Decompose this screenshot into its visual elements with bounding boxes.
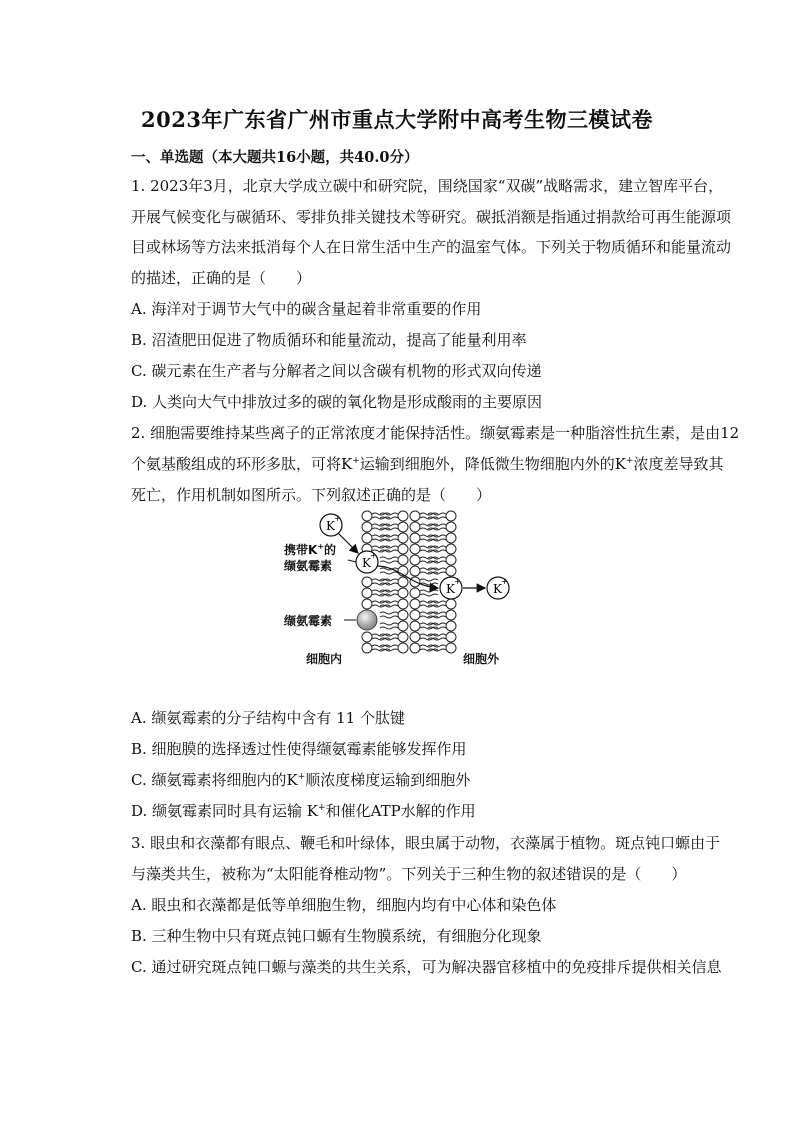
lipid-head — [398, 599, 408, 609]
svg-text:+: + — [334, 514, 341, 523]
q1-option-c: C. 碳元素在生产者与分解者之间以含碳有机物的形式双向传递 — [131, 362, 542, 380]
svg-text:缬氨霉素: 缬氨霉素 — [284, 559, 333, 573]
lipid-head — [446, 610, 456, 620]
q2-stem-line: 个氨基酸组成的环形多肽，可将K+运输到细胞外，降低微生物细胞内外的K+浓度差导致其 — [131, 455, 724, 473]
page-title: 2023年广东省广州市重点大学附中高考生物三模试卷 — [141, 107, 653, 132]
q1-option-d: D. 人类向大气中排放过多的碳的氧化物是形成酸雨的主要原因 — [131, 393, 543, 411]
q3-option-c: C. 通过研究斑点钝口螈与藻类的共生关系，可为解决器官移植中的免疫排斥提供相关信息 — [131, 958, 722, 976]
label-outside: 细胞外 — [463, 652, 500, 666]
k-ion-3 — [440, 577, 462, 599]
lipid-head — [446, 544, 456, 554]
lipid-tail — [420, 590, 438, 592]
lipid-head — [398, 610, 408, 620]
lipid-head — [410, 533, 420, 543]
q2-stem-line: 2. 细胞需要维持某些离子的正常浓度才能保持活性。缬氨霉素是一种脂溶性抗生素，是由12 — [131, 424, 740, 442]
lipid-head — [410, 544, 420, 554]
q1-stem-line: 开展气候变化与碳循环、零排负排关键技术等研究。碳抵消额是指通过捐款给可再生能源项 — [131, 208, 732, 226]
lipid-head — [410, 588, 420, 598]
lipid-head — [362, 599, 372, 609]
svg-text:K: K — [446, 582, 455, 596]
q1-stem-line: 1. 2023年3月，北京大学成立碳中和研究院，围绕国家“双碳”战略需求，建立智库平台， — [131, 177, 724, 195]
section-heading: 一、单选题（本大题共16小题，共40.0分） — [131, 149, 419, 166]
lipid-head — [398, 522, 408, 532]
lipid-tail — [380, 623, 398, 625]
q2-option-c: C. 缬氨霉素将细胞内的K+顺浓度梯度运输到细胞外 — [131, 771, 471, 789]
k-ion-2 — [356, 551, 378, 573]
lipid-head — [398, 632, 408, 642]
lipid-head — [398, 533, 408, 543]
lipid-tail — [380, 616, 398, 618]
lipid-head — [410, 522, 420, 532]
label-inside: 细胞内 — [306, 652, 343, 666]
lipid-head — [410, 610, 420, 620]
lipid-tail — [420, 579, 438, 581]
lipid-head — [398, 643, 408, 653]
lipid-head — [410, 643, 420, 653]
lipid-head — [446, 511, 456, 521]
lipid-head — [398, 511, 408, 521]
lipid-head — [362, 511, 372, 521]
q2-stem-line: 死亡，作用机制如图所示。下列叙述正确的是（ ） — [131, 486, 492, 504]
lipid-head — [446, 632, 456, 642]
membrane-figure — [270, 508, 530, 688]
lipid-head — [362, 522, 372, 532]
q1-stem-line: 的描述，正确的是（ ） — [131, 269, 312, 287]
lipid-head — [362, 632, 372, 642]
label-valinomycin: 缬氨霉素 — [284, 614, 333, 628]
lipid-tail — [380, 627, 398, 629]
q2-option-d: D. 缬氨霉素同时具有运输 K+和催化ATP水解的作用 — [131, 802, 476, 820]
svg-text:K: K — [326, 519, 335, 533]
lipid-tail — [380, 561, 398, 563]
svg-text:K: K — [493, 582, 502, 596]
lipid-head — [410, 511, 420, 521]
q1-option-a: A. 海洋对于调节大气中的碳含量起着非常重要的作用 — [131, 300, 482, 318]
lipid-head — [398, 555, 408, 565]
lipid-head — [398, 588, 408, 598]
lipid-head — [398, 544, 408, 554]
lipid-head — [446, 599, 456, 609]
lipid-head — [410, 632, 420, 642]
lipid-head — [446, 566, 456, 576]
svg-text:+: + — [370, 551, 377, 560]
valinomycin-molecule — [357, 610, 377, 630]
lipid-head — [362, 643, 372, 653]
lipid-head — [362, 577, 372, 587]
q2-option-a: A. 缬氨霉素的分子结构中含有 11 个肽键 — [131, 709, 405, 727]
lipid-tail — [380, 572, 398, 574]
svg-text:+: + — [501, 577, 508, 586]
lipid-head — [446, 555, 456, 565]
q3-stem-line: 3. 眼虫和衣藻都有眼点、鞭毛和叶绿体，眼虫属于动物，衣藻属于植物。斑点钝口螈由于 — [131, 834, 721, 852]
svg-text:+: + — [454, 577, 461, 586]
lipid-tail — [380, 612, 398, 614]
lipid-head — [446, 533, 456, 543]
lipid-head — [410, 555, 420, 565]
q3-option-b: B. 三种生物中只有斑点钝口螈有生物膜系统，有细胞分化现象 — [131, 927, 542, 945]
svg-text:携带K+的: 携带K+的 — [284, 542, 337, 557]
lipid-head — [446, 621, 456, 631]
lipid-head — [410, 621, 420, 631]
lipid-head — [398, 577, 408, 587]
lipid-head — [398, 621, 408, 631]
lipid-head — [362, 533, 372, 543]
arrow-1 — [338, 533, 358, 553]
lipid-tail — [380, 557, 398, 559]
label-carrier — [283, 542, 336, 573]
lipid-head — [410, 599, 420, 609]
q3-stem-line: 与藻类共生，被称为“太阳能脊椎动物”。下列关于三种生物的叙述错误的是（ ） — [131, 865, 687, 883]
q3-option-a: A. 眼虫和衣藻都是低等单细胞生物，细胞内均有中心体和染色体 — [131, 896, 557, 914]
lipid-head — [362, 588, 372, 598]
lipid-head — [410, 566, 420, 576]
k-ion-4 — [487, 577, 509, 599]
q1-option-b: B. 沼渣肥田促进了物质循环和能量流动，提高了能量利用率 — [131, 331, 527, 349]
svg-text:K: K — [362, 556, 371, 570]
k-ion-1 — [320, 514, 342, 536]
q1-stem-line: 目或林场等方法来抵消每个人在日常生活中生产的温室气体。下列关于物质循环和能量流动 — [131, 238, 732, 256]
q2-option-b: B. 细胞膜的选择透过性使得缬氨霉素能够发挥作用 — [131, 740, 467, 758]
lipid-head — [446, 643, 456, 653]
lipid-tail — [420, 594, 438, 596]
lipid-head — [446, 522, 456, 532]
